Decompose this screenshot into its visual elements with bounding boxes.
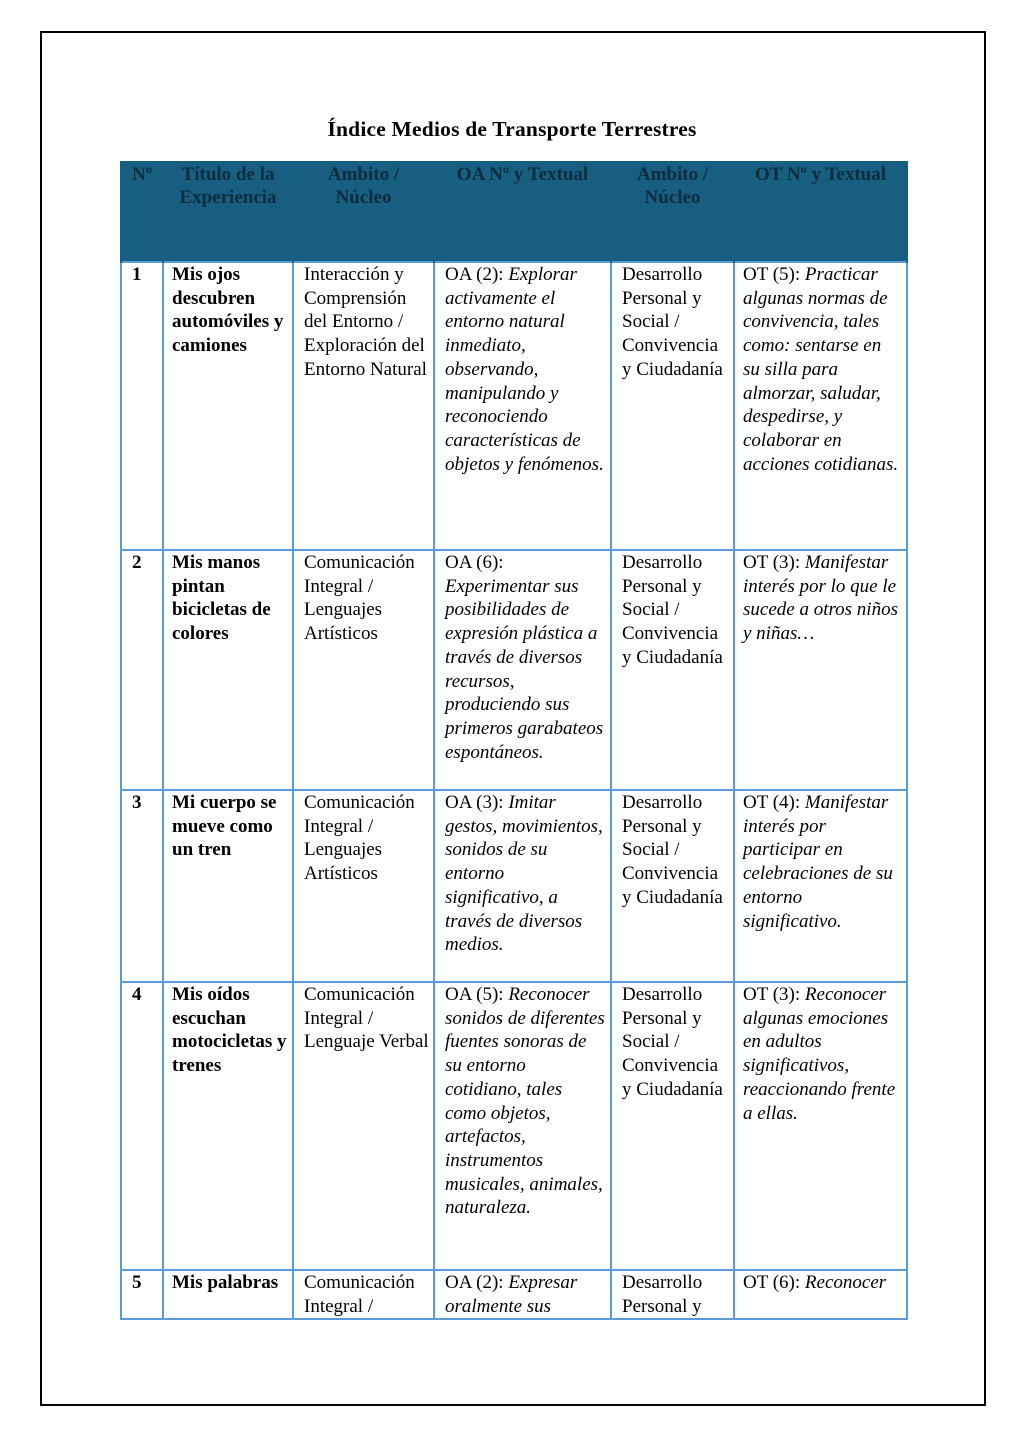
oa-code: OA (3): bbox=[445, 792, 509, 813]
table-header-row bbox=[121, 162, 907, 262]
ot-cell bbox=[734, 550, 907, 790]
ot-cell bbox=[734, 790, 907, 982]
ambito-nucleo: Comunicación Integral / bbox=[293, 1270, 434, 1319]
ot-text: Manifestar interés por participar en celebraciones de su entorno significativo. bbox=[743, 792, 893, 932]
oa-text: Reconocer sonidos de diferentes fuentes sonoras de su entorno cotidiano, tales como objetos, artefactos, instrumentos musicales, animales, naturaleza. bbox=[445, 984, 605, 1219]
ot-code: OT (4): bbox=[743, 792, 805, 813]
oa-cell bbox=[434, 1270, 611, 1319]
experience-title: Mis manos pintan bicicletas de colores bbox=[163, 550, 293, 790]
ot-text: Manifestar interés por lo que le sucede a otros niños y niñas… bbox=[743, 552, 898, 645]
ot-cell bbox=[734, 982, 907, 1270]
oa-code: OA (5): bbox=[445, 984, 509, 1005]
ot-text: Reconocer algunas emociones en adultos significativos, reaccionando frente a ellas. bbox=[743, 984, 896, 1124]
table-row bbox=[121, 550, 907, 790]
ot-cell bbox=[734, 1270, 907, 1319]
oa-text: Expresar oralmente sus bbox=[445, 1272, 578, 1317]
ambito-nucleo: Comunicación Integral / Lenguajes Artísticos bbox=[293, 790, 434, 982]
ambito-nucleo: Comunicación Integral / Lenguaje Verbal bbox=[293, 982, 434, 1270]
ambito-nucleo-ot: Desarrollo Personal y Social / Convivencia y Ciudadanía bbox=[611, 982, 734, 1270]
ambito-nucleo-ot: Desarrollo Personal y Social / Convivencia y Ciudadanía bbox=[611, 790, 734, 982]
oa-text: Explorar activamente el entorno natural inmediato, observando, manipulando y reconociendo características de objetos y fenómenos. bbox=[445, 264, 604, 475]
ot-text: Reconocer bbox=[804, 1272, 887, 1293]
table-row bbox=[121, 982, 907, 1270]
oa-text: Imitar gestos, movimientos, sonidos de su entorno significativo, a través de diversos medios. bbox=[445, 792, 603, 956]
ot-code: OT (6): bbox=[743, 1272, 805, 1293]
experience-title: Mi cuerpo se mueve como un tren bbox=[163, 790, 293, 982]
experience-title: Mis ojos descubren automóviles y camiones bbox=[163, 262, 293, 550]
header-title: Título de la Experiencia bbox=[163, 162, 293, 262]
oa-cell bbox=[434, 550, 611, 790]
row-number: 3 bbox=[121, 790, 163, 982]
header-ambito-oa: Ambito / Núcleo bbox=[293, 162, 434, 262]
row-number: 2 bbox=[121, 550, 163, 790]
experience-title: Mis oídos escuchan motocicletas y trenes bbox=[163, 982, 293, 1270]
ambito-nucleo-ot: Desarrollo Personal y Social / Convivencia y Ciudadanía bbox=[611, 262, 734, 550]
row-number: 4 bbox=[121, 982, 163, 1270]
document-title: Índice Medios de Transporte Terrestres bbox=[327, 117, 697, 141]
oa-code: OA (6): bbox=[445, 552, 504, 573]
oa-cell bbox=[434, 790, 611, 982]
header-ambito-ot: Ambito / Núcleo bbox=[611, 162, 734, 262]
ambito-nucleo-ot: Desarrollo Personal y Social / Convivencia y Ciudadanía bbox=[611, 550, 734, 790]
ot-cell bbox=[734, 262, 907, 550]
ambito-nucleo: Interacción y Comprensión del Entorno / Exploración del Entorno Natural bbox=[293, 262, 434, 550]
row-number: 1 bbox=[121, 262, 163, 550]
table-row bbox=[121, 1270, 907, 1319]
ot-code: OT (3): bbox=[743, 984, 805, 1005]
header-oa: OA Nº y Textual bbox=[434, 162, 611, 262]
oa-code: OA (2): bbox=[445, 1272, 509, 1293]
ambito-nucleo: Comunicación Integral / Lenguajes Artísticos bbox=[293, 550, 434, 790]
header-number: Nº bbox=[121, 162, 163, 262]
ot-code: OT (5): bbox=[743, 264, 805, 285]
oa-cell bbox=[434, 982, 611, 1270]
table-row bbox=[121, 790, 907, 982]
oa-code: OA (2): bbox=[445, 264, 509, 285]
oa-text: Experimentar sus posibilidades de expresión plástica a través de diversos recursos, produciendo sus primeros garabateos espontáneos. bbox=[445, 575, 604, 763]
ot-text: Practicar algunas normas de convivencia, tales como: sentarse en su silla para almorzar, saludar, despedirse, y colaborar en acciones cotidianas. bbox=[743, 264, 899, 475]
table-row bbox=[121, 262, 907, 550]
ambito-nucleo-ot: Desarrollo Personal y bbox=[611, 1270, 734, 1319]
ot-code: OT (3): bbox=[743, 552, 805, 573]
header-ot: OT Nº y Textual bbox=[734, 162, 907, 262]
experience-title: Mis palabras bbox=[163, 1270, 293, 1319]
index-table bbox=[120, 161, 908, 1320]
oa-cell bbox=[434, 262, 611, 550]
row-number: 5 bbox=[121, 1270, 163, 1319]
